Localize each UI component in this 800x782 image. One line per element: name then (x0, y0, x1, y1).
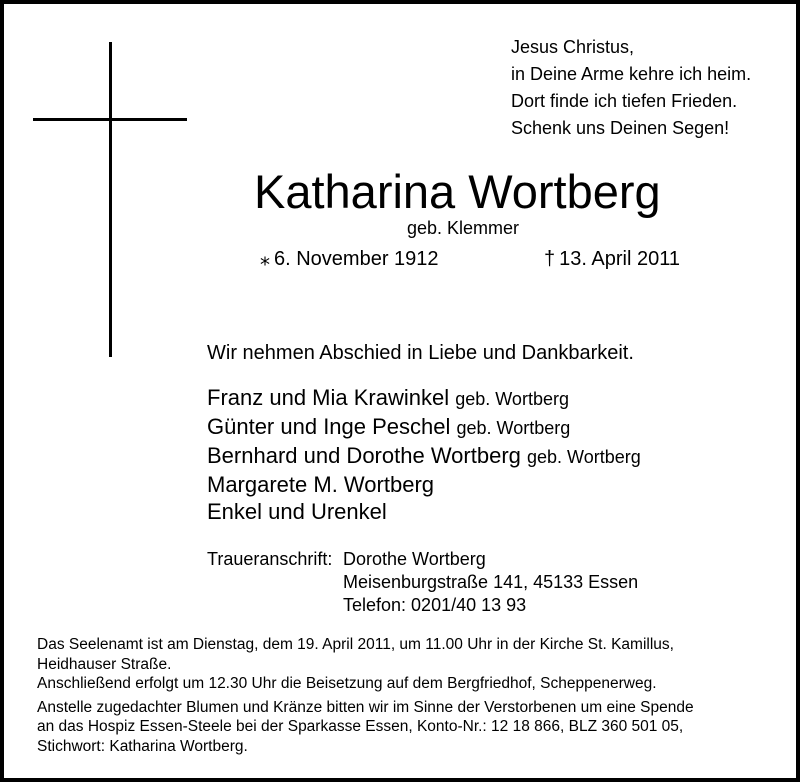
verse-line: Jesus Christus, (511, 37, 635, 57)
address-street: Meisenburgstraße 141, 45133 Essen (343, 572, 639, 592)
notes-line: Heidhauser Straße. (37, 655, 172, 673)
address-name: Dorothe Wortberg (343, 549, 486, 569)
mourner-entry (207, 442, 641, 471)
notes-line: Anschließend erfolgt um 12.30 Uhr die Beisetzung auf dem Bergfriedhof, Scheppenerweg. (37, 675, 657, 692)
death-line (544, 247, 680, 271)
service-notes (37, 635, 782, 756)
donation-paragraph (37, 698, 782, 757)
mourner-name: Franz und Mia Krawinkel (207, 385, 450, 410)
address-block (343, 548, 638, 617)
birth-line (260, 247, 439, 271)
cross-vertical-bar (109, 42, 112, 357)
birth-date: 6. November 1912 (274, 248, 439, 270)
service-paragraph (37, 635, 782, 674)
mourner-name: Günter und Inge Peschel (207, 414, 451, 439)
address-phone: Telefon: 0201/40 13 93 (343, 595, 527, 615)
mourner-name: Enkel und Urenkel (207, 499, 387, 524)
dagger-icon: † (544, 248, 556, 270)
notes-line: Anstelle zugedachter Blumen und Kränze bitten wir im Sinne der Verstorbenen um eine Spende (37, 698, 694, 716)
notes-line: Stichwort: Katharina Wortberg. (37, 737, 248, 755)
mourner-suffix: geb. Wortberg (455, 389, 569, 409)
mourner-suffix: geb. Wortberg (527, 447, 641, 467)
mourner-name: Bernhard und Dorothe Wortberg (207, 443, 521, 468)
farewell-text: Wir nehmen Abschied in Liebe und Dankbarkeit. (207, 342, 634, 364)
mourner-entry (207, 413, 641, 442)
death-date: 13. April 2011 (559, 248, 680, 270)
mourner-entry (207, 471, 641, 498)
notes-line: Das Seelenamt ist am Dienstag, dem 19. April 2011, um 11.00 Uhr in der Kirche St. Kamillus, (37, 636, 674, 653)
mourner-entry (207, 384, 641, 413)
verse-line: Dort finde ich tiefen Frieden. (511, 91, 738, 111)
bible-verse (511, 34, 781, 142)
address-label: Traueranschrift: (207, 549, 333, 569)
burial-paragraph (37, 674, 782, 694)
obituary-notice (4, 4, 796, 778)
mourner-name: Margarete M. Wortberg (207, 472, 435, 497)
asterisk-icon: ⁎ (260, 248, 270, 270)
mourners-list (207, 384, 641, 525)
verse-line: in Deine Arme kehre ich heim. (511, 64, 752, 84)
mourner-suffix: geb. Wortberg (456, 418, 571, 438)
deceased-name: Katharina Wortberg (254, 165, 661, 218)
cross-horizontal-bar (33, 118, 187, 121)
mourner-entry (207, 498, 641, 525)
notes-line: an das Hospiz Essen-Steele bei der Sparkasse Essen, Konto-Nr.: 12 18 866, BLZ 360 501 05, (37, 718, 684, 735)
verse-line: Schenk uns Deinen Segen! (511, 118, 730, 138)
maiden-name: geb. Klemmer (407, 218, 520, 238)
